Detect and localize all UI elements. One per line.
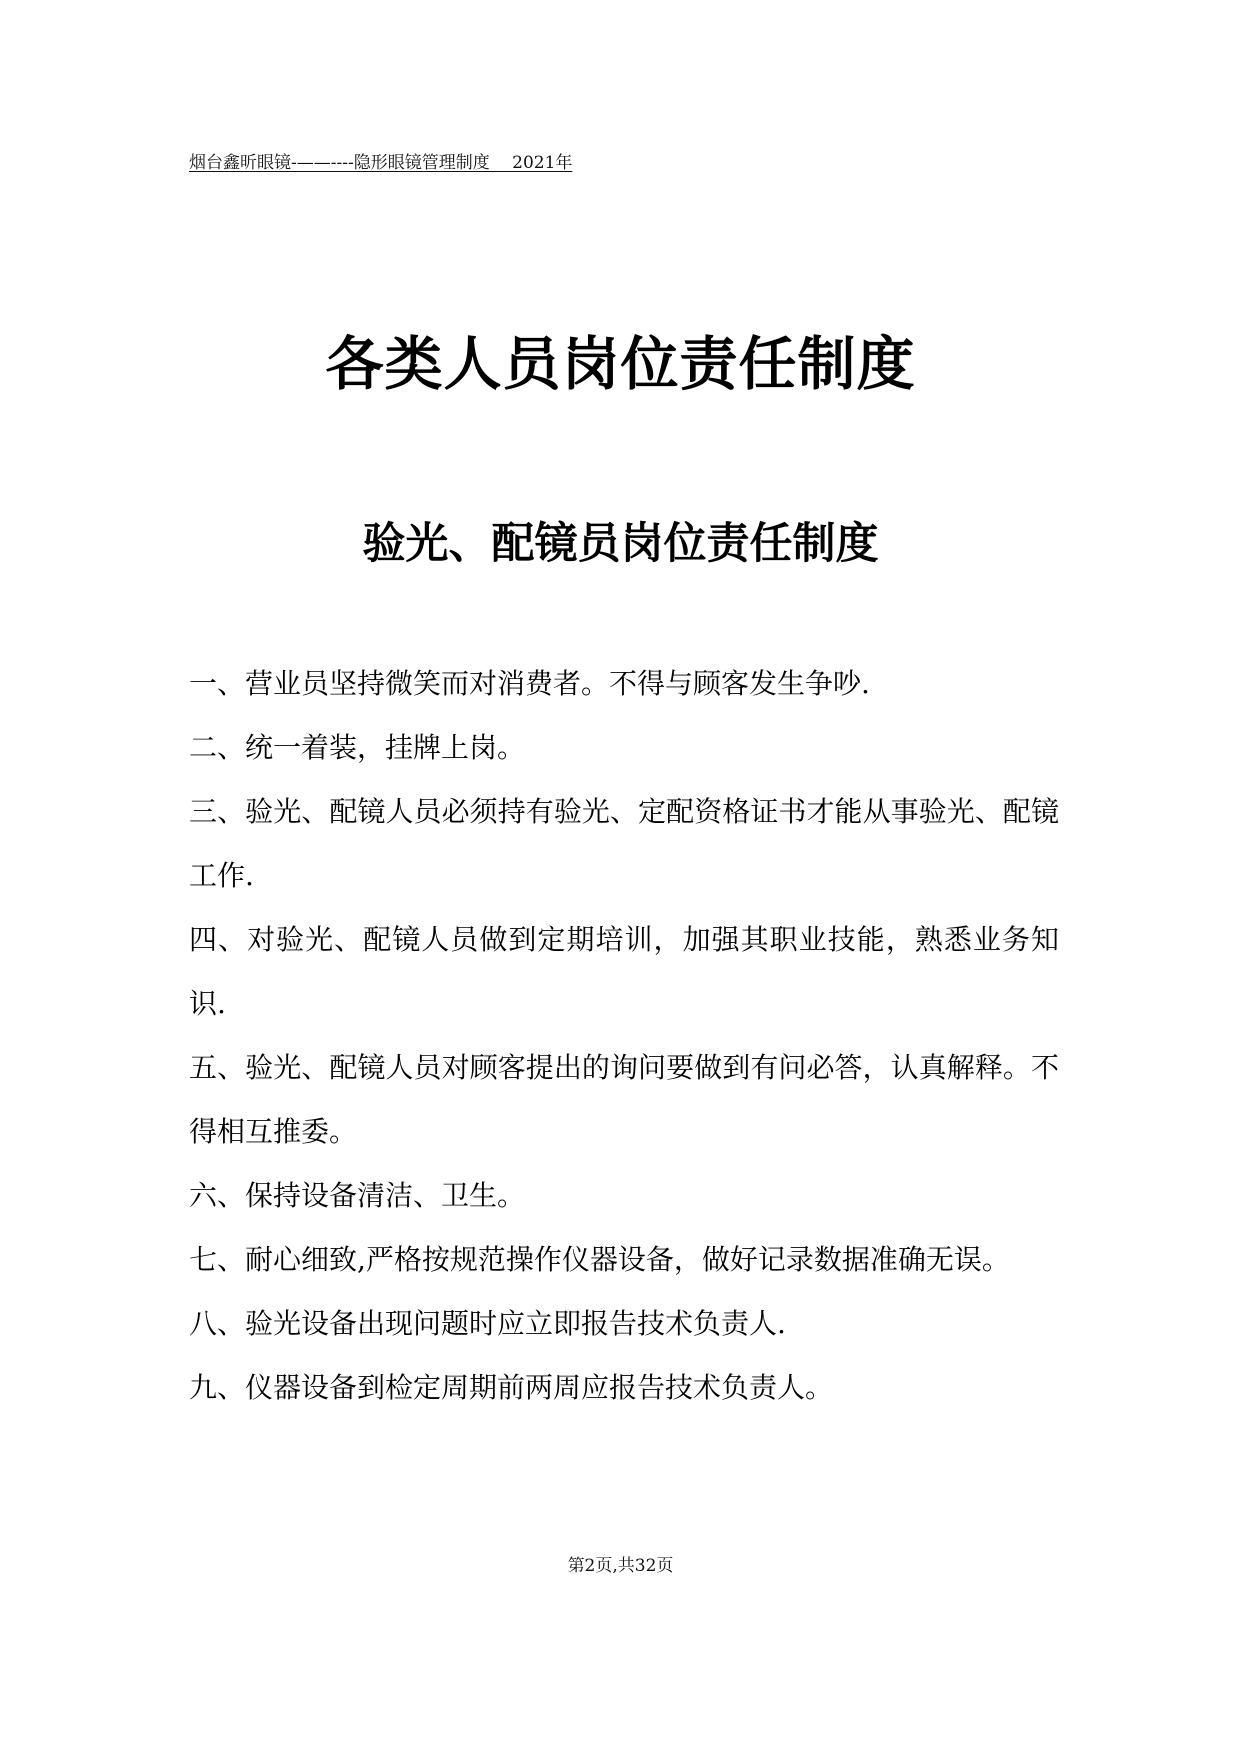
section-title: 验光、配镜员岗位责任制度 (362, 519, 879, 569)
rule-item: 一、营业员坚持微笑而对消费者。不得与顾客发生争吵. (189, 667, 870, 700)
document-title: 各类人员岗位责任制度 (325, 330, 916, 398)
running-header: 烟台鑫昕眼镜-——----隐形眼镜管理制度 2021年 (189, 153, 573, 173)
rule-item: 九、仪器设备到检定周期前两周应报告技术负责人。 (189, 1371, 834, 1404)
rule-item: 三、验光、配镜人员必须持有验光、定配资格证书才能从事验光、配镜工作. (189, 795, 1059, 892)
rule-item: 四、对验光、配镜人员做到定期培训，加强其职业技能，熟悉业务知识. (189, 923, 1059, 1020)
rule-item: 五、验光、配镜人员对顾客提出的询问要做到有问必答，认真解释。不得相互推委。 (189, 1051, 1059, 1148)
rule-item: 八、验光设备出现问题时应立即报告技术负责人. (189, 1307, 786, 1340)
rule-item: 二、统一着装，挂牌上岗。 (189, 731, 526, 764)
page-number: 第2页,共32页 (567, 1556, 674, 1576)
rule-item: 七、耐心细致,严格按规范操作仪器设备，做好记录数据准确无误。 (189, 1243, 1010, 1276)
rules-list (189, 652, 1059, 1420)
rule-item: 六、保持设备清洁、卫生。 (189, 1179, 526, 1212)
